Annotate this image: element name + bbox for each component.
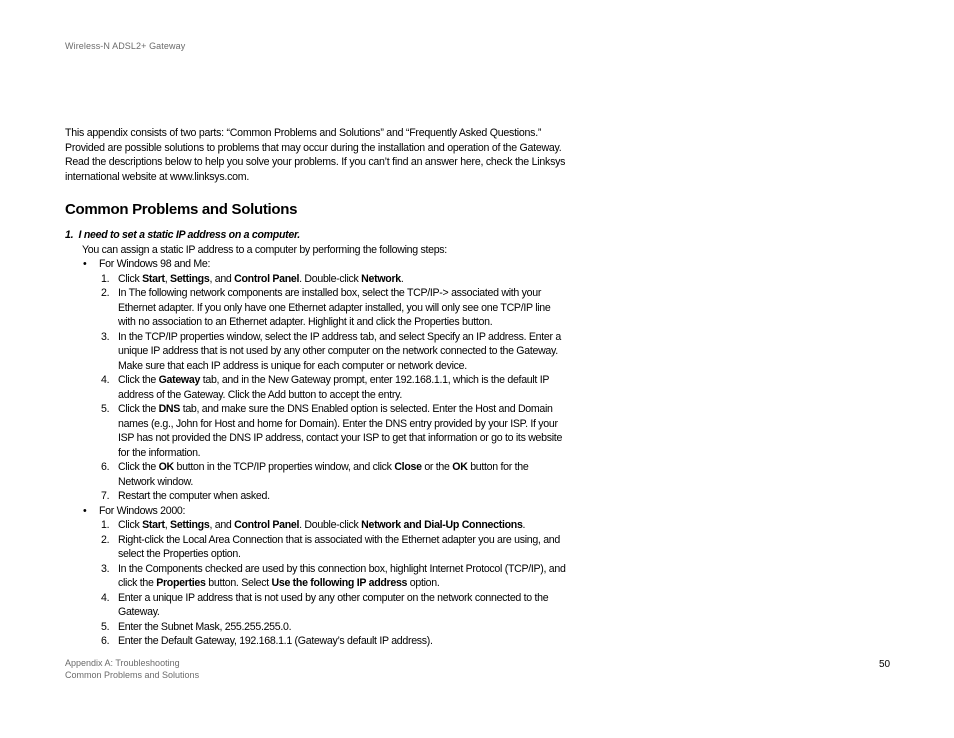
footer-section: Common Problems and Solutions <box>65 670 200 680</box>
step-text <box>118 272 595 287</box>
text-run: Gateway. <box>118 606 160 618</box>
step-text <box>118 605 595 620</box>
text-run: , and <box>209 519 235 531</box>
text-run: Make sure that each IP address is unique for each computer or network device. <box>118 359 467 372</box>
ui-term: Network <box>361 272 401 285</box>
steps-windows-98 <box>65 272 595 504</box>
text-run: . Double-click <box>299 519 362 531</box>
step-number: 1. <box>101 519 110 531</box>
ui-term: Network and Dial-Up Connections <box>361 519 523 531</box>
text-run: ISP has not provided the DNS IP address, contact your ISP to get that information or go to its website <box>118 432 563 444</box>
question-intro: You can assign a static IP address to a computer by performing the following steps: <box>82 243 447 256</box>
step-text <box>118 301 595 316</box>
text-run: , <box>164 519 171 531</box>
footer-chapter: Appendix A: Troubleshooting <box>65 658 180 668</box>
step-number: 5. <box>101 620 110 633</box>
text-run: Click the <box>118 403 159 415</box>
step-number: 4. <box>101 374 110 386</box>
step-text <box>118 315 595 330</box>
bullet-dot: • <box>83 258 87 270</box>
text-run: Enter a unique IP address that is not used by any other computer on the network connected to the <box>118 591 549 604</box>
step-number: 1. <box>101 272 110 285</box>
step-item <box>65 330 595 374</box>
footer <box>65 657 199 681</box>
text-run: . Double-click <box>299 272 362 285</box>
intro-line: international website at www.linksys.com. <box>65 170 250 183</box>
text-run: tab, and make sure the DNS Enabled option is selected. Enter the Host and Domain <box>180 403 553 415</box>
text-run: button for the <box>467 461 529 473</box>
step-text <box>118 431 595 446</box>
step-text <box>118 489 595 504</box>
text-run: Click <box>118 272 143 285</box>
bullet-label: For Windows 98 and Me: <box>99 258 211 270</box>
ui-term: Use the following IP address <box>271 577 408 589</box>
step-number: 2. <box>101 533 110 546</box>
step-text <box>118 533 595 548</box>
step-text <box>118 634 595 649</box>
text-run: Network window. <box>118 475 193 488</box>
text-run: for the information. <box>118 446 201 459</box>
text-run: In the TCP/IP properties window, select the IP address tab, and select Specify an IP address. Enter a <box>118 330 561 343</box>
intro-line: Read the descriptions below to help you solve your problems. If you can’t find an answer here, check the Linksys <box>65 156 566 169</box>
step-number: 5. <box>101 403 110 415</box>
ui-term: Gateway <box>158 374 201 386</box>
step-text <box>118 446 595 461</box>
step-number: 7. <box>101 490 110 502</box>
question-block <box>65 228 595 649</box>
text-run: . <box>522 519 526 531</box>
running-header: Wireless-N ADSL2+ Gateway <box>65 41 186 51</box>
step-item <box>65 533 595 562</box>
step-number: 2. <box>101 287 110 299</box>
steps-windows-2000 <box>65 518 595 649</box>
ui-term: Properties <box>156 577 206 589</box>
step-item <box>65 272 595 287</box>
step-item <box>65 286 595 330</box>
text-run: address of the Gateway. Click the Add button to accept the entry. <box>118 388 402 401</box>
text-run: button in the TCP/IP properties window, and click <box>173 461 395 473</box>
text-run: button. Select <box>205 577 272 589</box>
ui-term: Start <box>142 272 165 285</box>
step-item <box>65 489 595 504</box>
step-text <box>118 402 595 417</box>
step-text <box>118 417 595 432</box>
step-item <box>65 460 595 489</box>
intro-line: This appendix consists of two parts: “Common Problems and Solutions” and “Frequently Asked Questions.” <box>65 127 542 139</box>
step-number: 3. <box>101 562 110 575</box>
text-run: , <box>164 272 171 285</box>
bullet-windows-2000 <box>83 504 595 519</box>
text-run: unique IP address that is not used by any other computer on the network connected to the Gateway. <box>118 345 558 357</box>
question-number: 1. <box>65 229 74 241</box>
text-run: Click <box>118 519 143 531</box>
step-text <box>118 518 595 533</box>
step-item <box>65 373 595 402</box>
text-run: In the Components checked are used by this connection box, highlight Internet Protocol (TCP/IP), and <box>118 562 566 575</box>
text-run: Click the <box>118 374 159 386</box>
ui-term: OK <box>452 461 468 473</box>
step-text <box>118 576 595 591</box>
ui-term: Control Panel <box>234 272 300 285</box>
step-item <box>65 402 595 460</box>
ui-term: DNS <box>158 403 181 415</box>
text-run: click the <box>118 577 157 589</box>
ui-term: Start <box>142 519 165 531</box>
step-text <box>118 373 595 388</box>
section-heading: Common Problems and Solutions <box>65 201 298 218</box>
bullet-dot: • <box>83 504 87 517</box>
bullet-windows-98 <box>83 257 595 272</box>
step-text <box>118 330 595 345</box>
step-item <box>65 634 595 649</box>
page-number: 50 <box>879 659 891 670</box>
step-item <box>65 518 595 533</box>
text-run: Click the <box>118 461 159 473</box>
text-run: with no association to an Ethernet adapter. Highlight it and click the Properties button. <box>118 316 493 328</box>
step-text <box>118 547 595 562</box>
ui-term: OK <box>158 461 174 473</box>
text-run: or the <box>421 461 453 473</box>
step-text <box>118 286 595 301</box>
question-title <box>65 228 595 243</box>
ui-term: Control Panel <box>234 519 300 531</box>
text-run: Restart the computer when asked. <box>118 490 270 502</box>
bullet-label: For Windows 2000: <box>99 504 186 517</box>
question-text: I need to set a static IP address on a computer. <box>78 229 300 241</box>
text-run: . <box>400 272 404 285</box>
step-number: 6. <box>101 635 110 647</box>
text-run: Ethernet adapter. If you only have one Ethernet adapter installed, you will only see one TCP/IP line <box>118 301 551 314</box>
step-text <box>118 388 595 403</box>
step-number: 6. <box>101 461 110 473</box>
text-run: names (e.g., John for Host and home for Domain). Enter the DNS entry provided by your ISP. If your <box>118 417 558 430</box>
step-item <box>65 562 595 591</box>
step-text <box>118 344 595 359</box>
step-text <box>118 359 595 374</box>
step-text <box>118 620 595 635</box>
ui-term: Settings <box>170 272 210 285</box>
text-run: Enter the Default Gateway, 192.168.1.1 (Gateway’s default IP address). <box>118 635 433 647</box>
step-item <box>65 591 595 620</box>
text-run: select the Properties option. <box>118 548 241 560</box>
step-text <box>118 475 595 490</box>
text-run: In The following network components are installed box, select the TCP/IP-> associated with your <box>118 287 542 299</box>
text-run: Right-click the Local Area Connection that is associated with the Ethernet adapter you are using, and <box>118 533 560 546</box>
intro-line: Provided are possible solutions to problems that may occur during the installation and operation of the Gateway. <box>65 141 562 154</box>
intro-paragraph <box>65 126 595 184</box>
step-number: 3. <box>101 330 110 343</box>
step-text <box>118 562 595 577</box>
step-item <box>65 620 595 635</box>
text-run: option. <box>407 577 440 589</box>
text-run: , and <box>209 272 235 285</box>
text-run: Enter the Subnet Mask, 255.255.255.0. <box>118 620 292 633</box>
step-text <box>118 591 595 606</box>
step-number: 4. <box>101 591 110 604</box>
text-run: tab, and in the New Gateway prompt, enter 192.168.1.1, which is the default IP <box>200 374 550 386</box>
ui-term: Close <box>394 461 422 473</box>
step-text <box>118 460 595 475</box>
ui-term: Settings <box>170 519 210 531</box>
